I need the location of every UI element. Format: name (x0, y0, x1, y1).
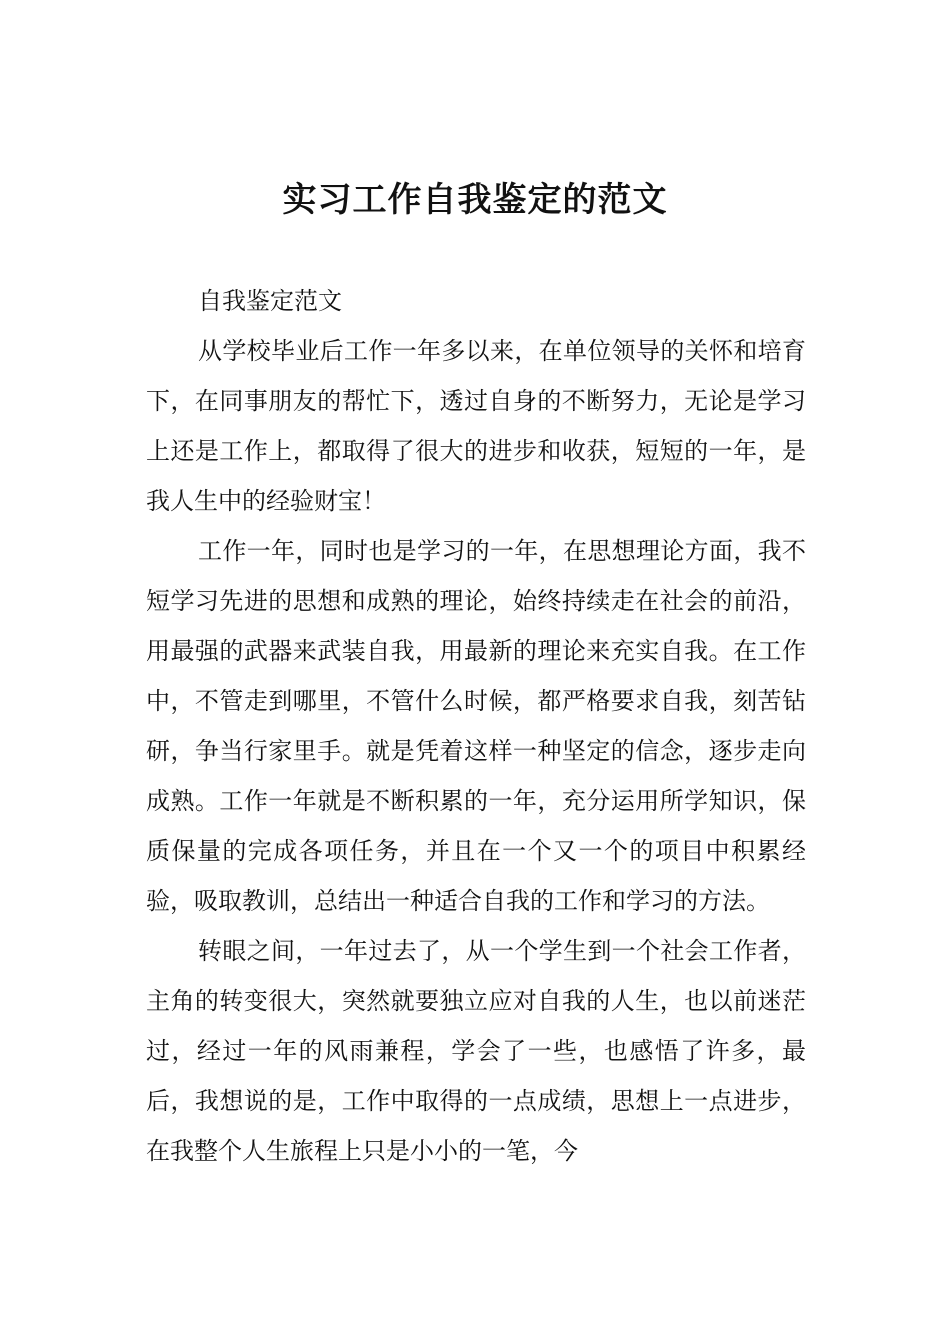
paragraph-3: 转眼之间，一年过去了，从一个学生到一个社会工作者，主角的转变很大，突然就要独立应对自我的人生，也以前迷茫过，经过一年的风雨兼程，学会了一些，也感悟了许多，最后，我想说的是，工作中取得的一点成绩，思想上一点进步，在我整个人生旅程上只是小小的一笔，今 (146, 937, 806, 1165)
document-body (146, 276, 806, 1176)
document-subtitle: 自我鉴定范文 (198, 287, 342, 315)
document-title: 实习工作自我鉴定的范文 (282, 180, 668, 220)
paragraph-1: 从学校毕业后工作一年多以来，在单位领导的关怀和培育下，在同事朋友的帮忙下，透过自身的不断努力，无论是学习上还是工作上，都取得了很大的进步和收获，短短的一年，是我人生中的经验财宝！ (146, 337, 806, 515)
paragraph-2: 工作一年，同时也是学习的一年，在思想理论方面，我不短学习先进的思想和成熟的理论，始终持续走在社会的前沿，用最强的武器来武装自我，用最新的理论来充实自我。在工作中，不管走到哪里，不管什么时候，都严格要求自我，刻苦钻研，争当行家里手。就是凭着这样一种坚定的信念，逐步走向成熟。工作一年就是不断积累的一年，充分运用所学知识，保质保量的完成各项任务，并且在一个又一个的项目中积累经验，吸取教训，总结出一种适合自我的工作和学习的方法。 (146, 537, 806, 915)
